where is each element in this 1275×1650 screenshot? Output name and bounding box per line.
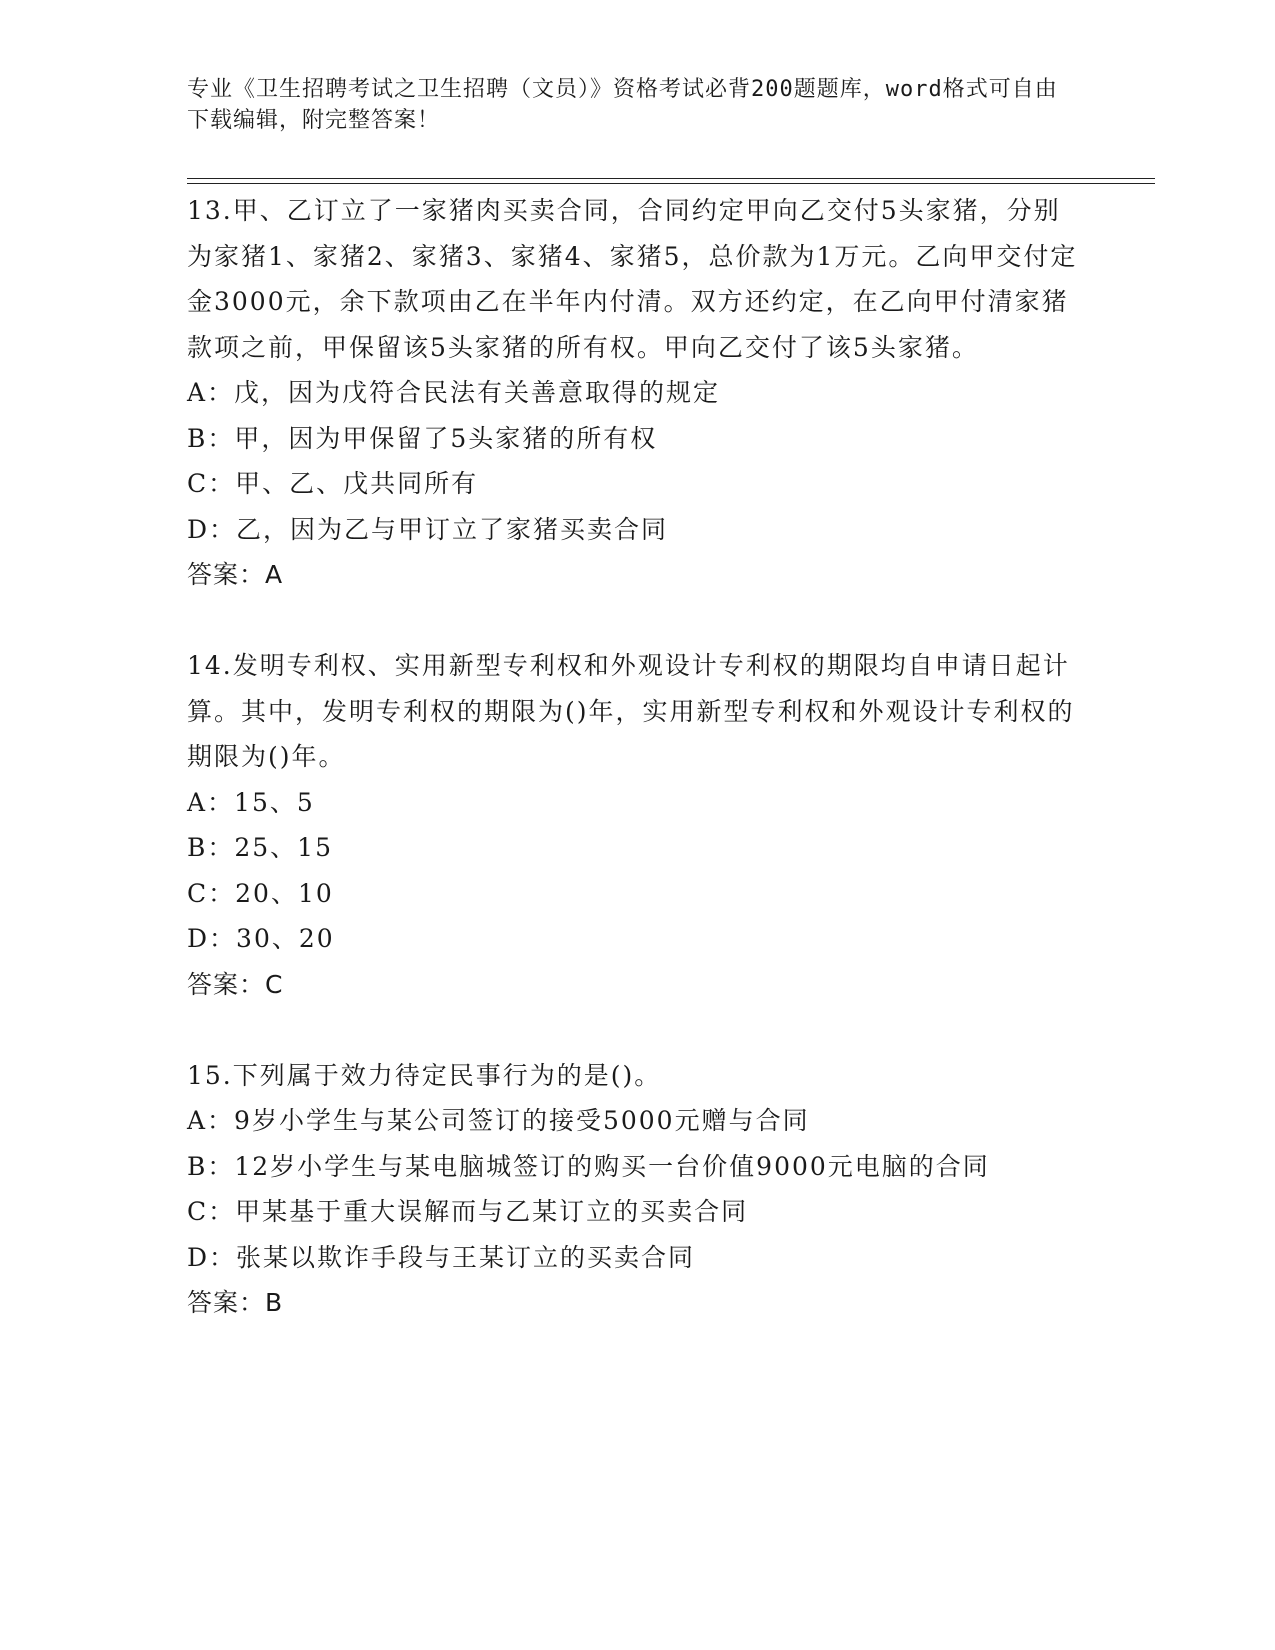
- question-15: [187, 1053, 1087, 1326]
- document-header: [187, 74, 1067, 136]
- option-d: D：张某以欺诈手段与王某订立的买卖合同: [187, 1242, 696, 1272]
- question-spacer: [187, 598, 1087, 644]
- question-stem: 15.下列属于效力待定民事行为的是()。: [187, 1060, 662, 1090]
- question-list: [187, 188, 1087, 1326]
- option-d: D：乙，因为乙与甲订立了家猪买卖合同: [187, 514, 669, 544]
- answer-line: 答案：C: [187, 969, 284, 999]
- question-stem: 13.甲、乙订立了一家猪肉买卖合同，合同约定甲向乙交付5头家猪，分别为家猪1、家猪2、家猪3、家猪4、家猪5，总价款为1万元。乙向甲交付定金3000元，余下款项由乙在半年内付清。双方还约定，在乙向甲付清家猪款项之前，甲保留该5头家猪的所有权。甲向乙交付了该5头家猪。: [187, 196, 1078, 362]
- question-14: [187, 643, 1087, 1007]
- option-a: A：9岁小学生与某公司签订的接受5000元赠与合同: [187, 1106, 810, 1135]
- option-b: B：甲，因为甲保留了5头家猪的所有权: [187, 423, 658, 453]
- question-stem: 14.发明专利权、实用新型专利权和外观设计专利权的期限均自申请日起计算。其中，发明专利权的期限为()年，实用新型专利权和外观设计专利权的期限为()年。: [187, 651, 1075, 771]
- question-13: [187, 188, 1087, 598]
- option-a: A：戊，因为戊符合民法有关善意取得的规定: [187, 378, 721, 407]
- header-divider-bottom: [187, 183, 1155, 184]
- answer-line: 答案：A: [187, 560, 284, 589]
- answer-line: 答案：B: [187, 1288, 284, 1317]
- option-c: C：甲某基于重大误解而与乙某订立的买卖合同: [187, 1197, 749, 1226]
- header-intro-text: 专业《卫生招聘考试之卫生招聘（文员）》资格考试必背200题题库，word格式可自由下载编辑，附完整答案！: [187, 77, 1058, 133]
- question-spacer: [187, 1007, 1087, 1053]
- option-a: A：15、5: [187, 787, 315, 817]
- header-divider-top: [187, 178, 1155, 179]
- option-c: C：20、10: [187, 878, 334, 908]
- option-c: C：甲、乙、戊共同所有: [187, 469, 479, 498]
- option-b: B：12岁小学生与某电脑城签订的购买一台价值9000元电脑的合同: [187, 1151, 990, 1181]
- option-b: B：25、15: [187, 833, 333, 862]
- option-d: D：30、20: [187, 924, 335, 953]
